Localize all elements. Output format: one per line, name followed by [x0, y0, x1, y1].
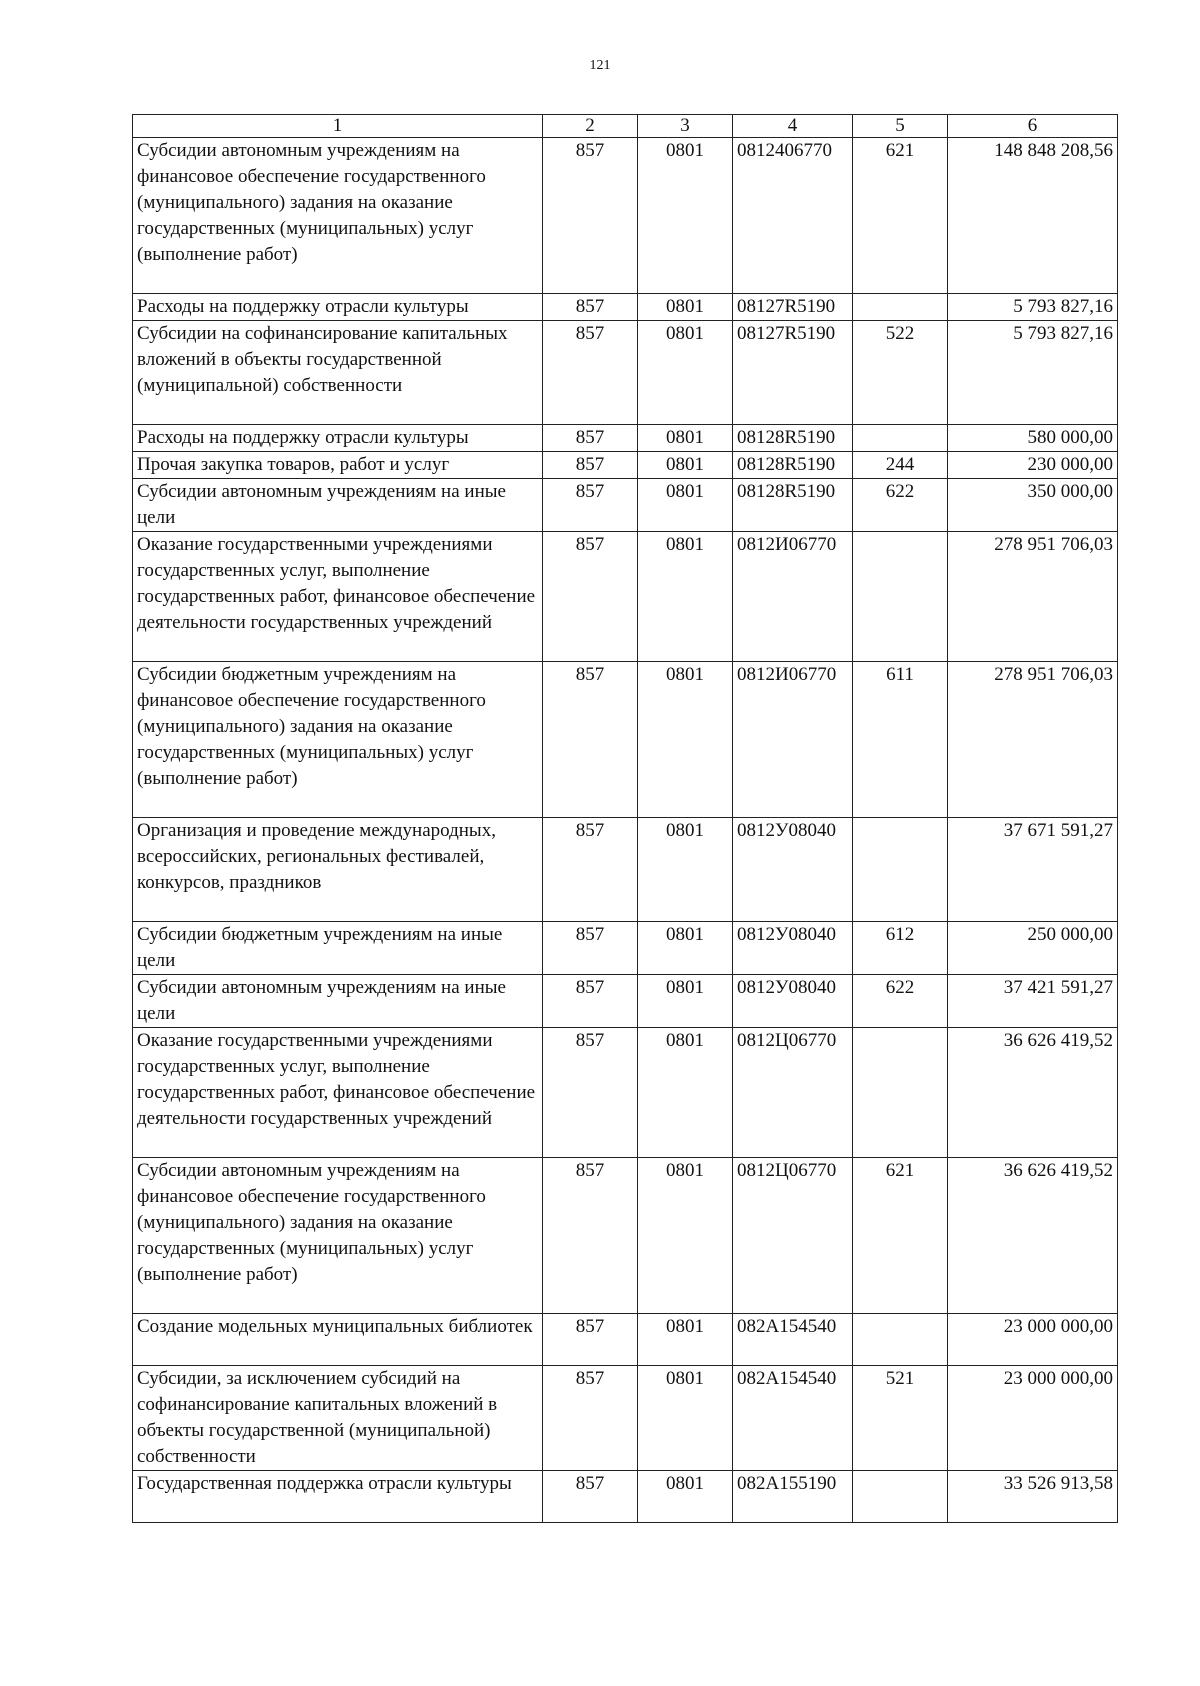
cell-section: 0801 — [638, 294, 733, 321]
cell-amount: 33 526 913,58 — [948, 1471, 1118, 1523]
cell-name: Субсидии автономным учреждениям на финансовое обеспечение государственного (муниципального) задания на оказание государственных (муниципальных) услуг (выполнение работ) — [133, 1158, 543, 1314]
table-row — [133, 532, 1118, 662]
cell-target: 0812У08040 — [733, 922, 853, 975]
cell-grbs: 857 — [543, 1028, 638, 1158]
cell-name: Субсидии автономным учреждениям на иные цели — [133, 479, 543, 532]
table-row — [133, 425, 1118, 452]
cell-target: 0812406770 — [733, 138, 853, 294]
cell-target: 0812У08040 — [733, 975, 853, 1028]
cell-amount: 250 000,00 — [948, 922, 1118, 975]
cell-amount: 36 626 419,52 — [948, 1028, 1118, 1158]
cell-grbs: 857 — [543, 532, 638, 662]
cell-vr — [853, 818, 948, 922]
cell-name: Субсидии бюджетным учреждениям на иные цели — [133, 922, 543, 975]
cell-section: 0801 — [638, 532, 733, 662]
cell-amount: 278 951 706,03 — [948, 532, 1118, 662]
table-row — [133, 452, 1118, 479]
column-header: 4 — [733, 115, 853, 138]
cell-section: 0801 — [638, 922, 733, 975]
cell-vr — [853, 532, 948, 662]
cell-target: 08128R5190 — [733, 425, 853, 452]
table-row — [133, 662, 1118, 818]
table-row — [133, 479, 1118, 532]
cell-vr: 622 — [853, 975, 948, 1028]
page-number: 121 — [589, 58, 611, 73]
cell-target: 0812У08040 — [733, 818, 853, 922]
cell-amount: 23 000 000,00 — [948, 1314, 1118, 1366]
cell-section: 0801 — [638, 1158, 733, 1314]
cell-amount: 580 000,00 — [948, 425, 1118, 452]
cell-vr — [853, 1028, 948, 1158]
cell-grbs: 857 — [543, 818, 638, 922]
cell-grbs: 857 — [543, 452, 638, 479]
cell-target: 0812Ц06770 — [733, 1158, 853, 1314]
cell-vr — [853, 1471, 948, 1523]
table-row — [133, 321, 1118, 425]
cell-vr: 244 — [853, 452, 948, 479]
cell-name: Создание модельных муниципальных библиотек — [133, 1314, 543, 1366]
cell-target: 082А154540 — [733, 1314, 853, 1366]
column-header: 2 — [543, 115, 638, 138]
cell-grbs: 857 — [543, 294, 638, 321]
cell-name: Субсидии на софинансирование капитальных вложений в объекты государственной (муниципальной) собственности — [133, 321, 543, 425]
cell-amount: 5 793 827,16 — [948, 321, 1118, 425]
cell-target: 0812И06770 — [733, 532, 853, 662]
cell-section: 0801 — [638, 1028, 733, 1158]
cell-section: 0801 — [638, 975, 733, 1028]
cell-grbs: 857 — [543, 321, 638, 425]
cell-amount: 5 793 827,16 — [948, 294, 1118, 321]
cell-amount: 278 951 706,03 — [948, 662, 1118, 818]
cell-vr — [853, 425, 948, 452]
cell-vr: 521 — [853, 1366, 948, 1471]
cell-name: Государственная поддержка отрасли культуры — [133, 1471, 543, 1523]
cell-vr: 622 — [853, 479, 948, 532]
table-row — [133, 975, 1118, 1028]
cell-amount: 23 000 000,00 — [948, 1366, 1118, 1471]
cell-section: 0801 — [638, 138, 733, 294]
cell-name: Субсидии бюджетным учреждениям на финансовое обеспечение государственного (муниципального) задания на оказание государственных (муниципальных) услуг (выполнение работ) — [133, 662, 543, 818]
table-header-row — [133, 115, 1118, 138]
cell-vr: 612 — [853, 922, 948, 975]
cell-target: 08127R5190 — [733, 294, 853, 321]
cell-name: Оказание государственными учреждениями государственных услуг, выполнение государственных работ, финансовое обеспечение деятельности государственных учреждений — [133, 1028, 543, 1158]
cell-grbs: 857 — [543, 425, 638, 452]
cell-target: 08128R5190 — [733, 479, 853, 532]
cell-target: 0812И06770 — [733, 662, 853, 818]
table-row — [133, 1314, 1118, 1366]
budget-table — [132, 114, 1118, 1523]
cell-target: 082А154540 — [733, 1366, 853, 1471]
cell-target: 082А155190 — [733, 1471, 853, 1523]
cell-target: 08128R5190 — [733, 452, 853, 479]
cell-amount: 148 848 208,56 — [948, 138, 1118, 294]
cell-section: 0801 — [638, 425, 733, 452]
table-row — [133, 922, 1118, 975]
column-header: 3 — [638, 115, 733, 138]
cell-grbs: 857 — [543, 1314, 638, 1366]
cell-grbs: 857 — [543, 922, 638, 975]
cell-name: Расходы на поддержку отрасли культуры — [133, 294, 543, 321]
cell-amount: 37 421 591,27 — [948, 975, 1118, 1028]
cell-vr: 621 — [853, 1158, 948, 1314]
column-header: 1 — [133, 115, 543, 138]
cell-target: 0812Ц06770 — [733, 1028, 853, 1158]
cell-vr — [853, 294, 948, 321]
cell-section: 0801 — [638, 662, 733, 818]
cell-grbs: 857 — [543, 1471, 638, 1523]
cell-grbs: 857 — [543, 138, 638, 294]
cell-name: Субсидии автономным учреждениям на иные цели — [133, 975, 543, 1028]
cell-grbs: 857 — [543, 479, 638, 532]
cell-vr: 611 — [853, 662, 948, 818]
table-row — [133, 1366, 1118, 1471]
cell-amount: 230 000,00 — [948, 452, 1118, 479]
cell-section: 0801 — [638, 321, 733, 425]
cell-name: Прочая закупка товаров, работ и услуг — [133, 452, 543, 479]
cell-amount: 37 671 591,27 — [948, 818, 1118, 922]
cell-name: Субсидии автономным учреждениям на финансовое обеспечение государственного (муниципального) задания на оказание государственных (муниципальных) услуг (выполнение работ) — [133, 138, 543, 294]
cell-grbs: 857 — [543, 1366, 638, 1471]
cell-section: 0801 — [638, 1366, 733, 1471]
cell-amount: 350 000,00 — [948, 479, 1118, 532]
cell-amount: 36 626 419,52 — [948, 1158, 1118, 1314]
cell-target: 08127R5190 — [733, 321, 853, 425]
cell-name: Расходы на поддержку отрасли культуры — [133, 425, 543, 452]
cell-section: 0801 — [638, 1471, 733, 1523]
cell-grbs: 857 — [543, 662, 638, 818]
cell-name: Организация и проведение международных, всероссийских, региональных фестивалей, конкурсов, праздников — [133, 818, 543, 922]
cell-grbs: 857 — [543, 1158, 638, 1314]
column-header: 5 — [853, 115, 948, 138]
column-header: 6 — [948, 115, 1118, 138]
cell-grbs: 857 — [543, 975, 638, 1028]
cell-name: Оказание государственными учреждениями государственных услуг, выполнение государственных работ, финансовое обеспечение деятельности государственных учреждений — [133, 532, 543, 662]
cell-section: 0801 — [638, 1314, 733, 1366]
cell-vr: 522 — [853, 321, 948, 425]
table-row — [133, 1471, 1118, 1523]
cell-section: 0801 — [638, 818, 733, 922]
cell-section: 0801 — [638, 479, 733, 532]
table-row — [133, 1158, 1118, 1314]
cell-name: Субсидии, за исключением субсидий на софинансирование капитальных вложений в объекты государственной (муниципальной) собственности — [133, 1366, 543, 1471]
table-row — [133, 818, 1118, 922]
cell-vr: 621 — [853, 138, 948, 294]
table-row — [133, 294, 1118, 321]
table-row — [133, 138, 1118, 294]
table-row — [133, 1028, 1118, 1158]
cell-vr — [853, 1314, 948, 1366]
cell-section: 0801 — [638, 452, 733, 479]
